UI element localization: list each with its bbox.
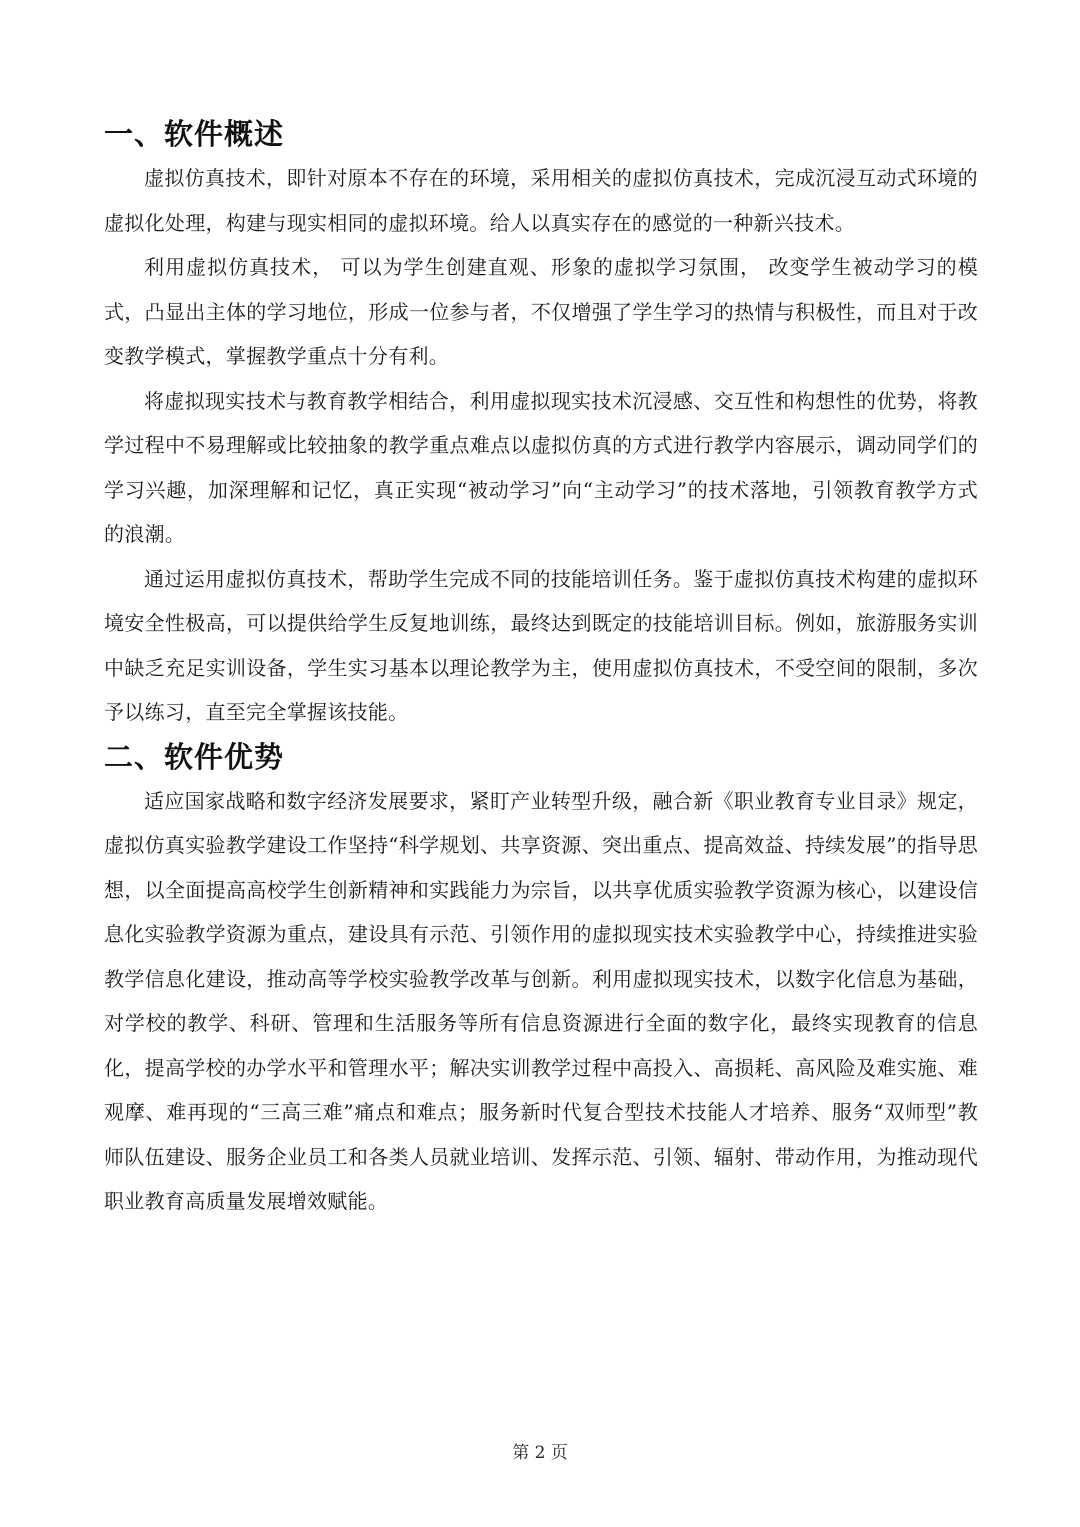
paragraph: 适应国家战略和数字经济发展要求，紧盯产业转型升级，融合新《职业教育专业目录》规定，虚拟仿真实验教学建设工作坚持“科学规划、共享资源、突出重点、提高效益、持续发展”的指导思想，以全面提高高校学生创新精神和实践能力为宗旨，以共享优质实验教学资源为核心，以建设信息化实验教学资源为重点，建设具有示范、引领作用的虚拟现实技术实验教学中心，持续推进实验教学信息化建设，推动高等学校实验教学改革与创新。利用虚拟现实技术，以数字化信息为基础，对学校的教学、科研、管理和生活服务等所有信息资源进行全面的数字化，最终实现教育的信息化，提高学校的办学水平和管理水平；解决实训教学过程中高投入、高损耗、高风险及难实施、难观摩、难再现的“三高三难”痛点和难点；服务新时代复合型技术技能人才培养、服务“双师型”教师队伍建设、服务企业员工和各类人员就业培训、发挥示范、引领、辐射、带动作用，为推动现代职业教育高质量发展增效赋能。 [104,788,978,1213]
page-number: 第 2 页 [512,1443,568,1463]
paragraph: 通过运用虚拟仿真技术，帮助学生完成不同的技能培训任务。鉴于虚拟仿真技术构建的虚拟环境安全性极高，可以提供给学生反复地训练，最终达到既定的技能培训目标。例如，旅游服务实训中缺乏充足实训设备，学生实习基本以理论教学为主，使用虚拟仿真技术，不受空间的限制，多次予以练习，直至完全掌握该技能。 [104,566,978,724]
section-heading-advantages: 二、软件优势 [104,739,285,774]
section-heading-overview: 一、软件概述 [104,117,285,151]
paragraph: 利用虚拟仿真技术， 可以为学生创建直观、形象的虚拟学习氛围， 改变学生被动学习的模式，凸显出主体的学习地位，形成一位参与者，不仅增强了学生学习的热情与积极性，而且对于改变教学模式，掌握教学重点十分有利。 [104,255,978,368]
paragraph: 虚拟仿真技术，即针对原本不存在的环境，采用相关的虚拟仿真技术，完成沉浸互动式环境的虚拟化处理，构建与现实相同的虚拟环境。给人以真实存在的感觉的一种新兴技术。 [104,166,978,235]
paragraph: 将虚拟现实技术与教育教学相结合，利用虚拟现实技术沉浸感、交互性和构想性的优势，将教学过程中不易理解或比较抽象的教学重点难点以虚拟仿真的方式进行教学内容展示，调动同学们的学习兴趣，加深理解和记忆，真正实现“被动学习”向“主动学习”的技术落地，引领教育教学方式的浪潮。 [104,388,978,546]
document-body [104,112,978,1224]
